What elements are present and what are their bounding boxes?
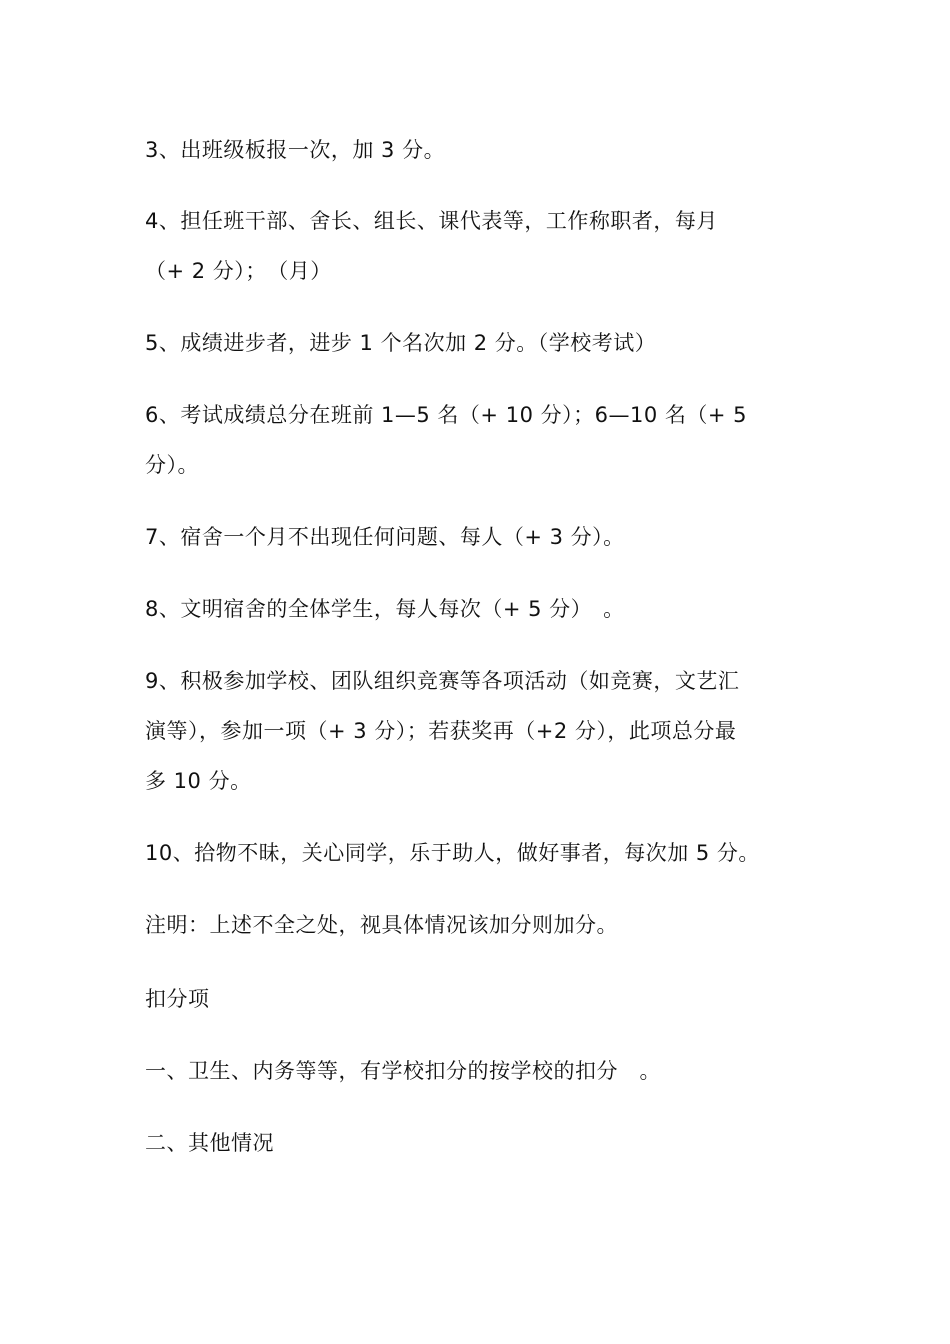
item-6 (145, 390, 810, 490)
item-6-line-1: 6、考试成绩总分在班前 1—5 名（+ 10 分）；6—10 名（+ 5 (145, 403, 747, 427)
deduction-item-1: 一、卫生、内务等等，有学校扣分的按学校的扣分 。 (145, 1059, 661, 1083)
item-3: 3、出班级板报一次，加 3 分。 (145, 138, 446, 162)
note: 注明：上述不全之处，视具体情况该加分则加分。 (145, 913, 618, 937)
deduction-heading: 扣分项 (145, 987, 210, 1011)
item-9 (145, 656, 810, 806)
item-9-line-3: 多 10 分。 (145, 769, 252, 793)
deduction-item-2: 二、其他情况 (145, 1131, 274, 1155)
item-8: 8、文明宿舍的全体学生，每人每次（+ 5 分） 。 (145, 597, 625, 621)
item-4 (145, 196, 810, 296)
item-10: 10、拾物不昧，关心同学，乐于助人，做好事者，每次加 5 分。 (145, 841, 760, 865)
item-7: 7、宿舍一个月不出现任何问题、每人（+ 3 分）。 (145, 525, 625, 549)
item-5: 5、成绩进步者，进步 1 个名次加 2 分。（学校考试） (145, 331, 657, 355)
item-6-line-2: 分）。 (145, 453, 199, 477)
item-9-line-1: 9、积极参加学校、团队组织竞赛等各项活动（如竞赛，文艺汇 (145, 669, 740, 693)
item-4-line-1: 4、担任班干部、舍长、组长、课代表等，工作称职者，每月 (145, 209, 718, 233)
item-4-line-2: （+ 2 分）； （月） (145, 259, 332, 283)
item-9-line-2: 演等），参加一项（+ 3 分）；若获奖再（+2 分），此项总分最 (145, 719, 737, 743)
